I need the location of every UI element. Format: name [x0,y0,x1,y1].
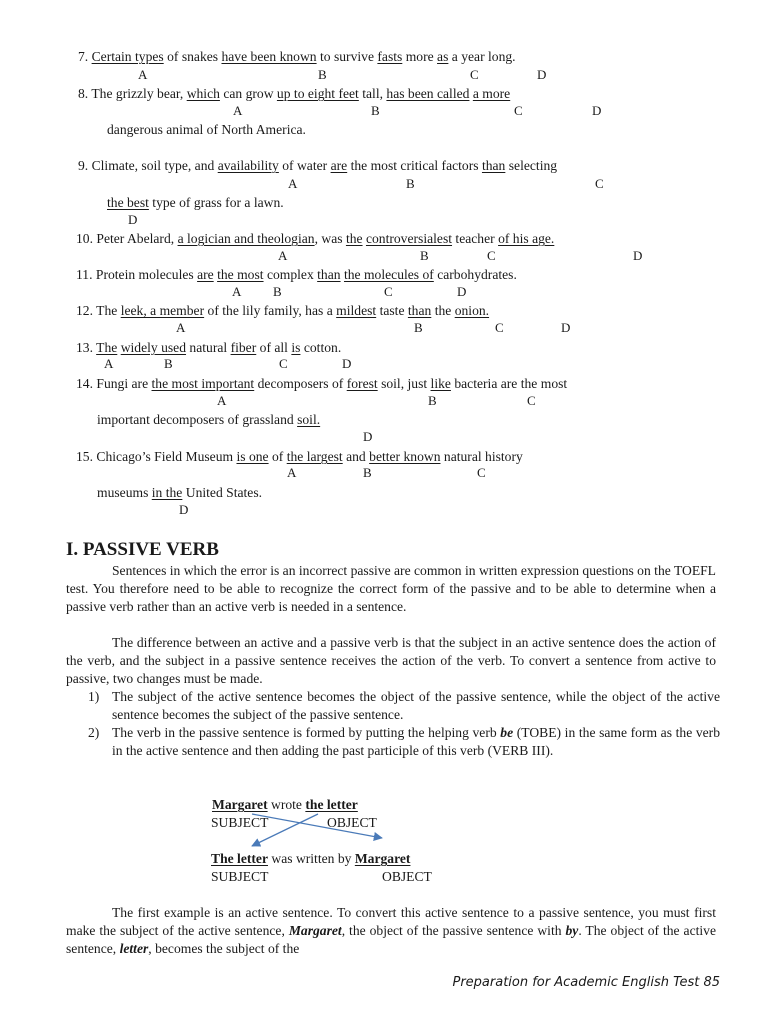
question-text: Protein molecules [95,267,198,282]
question-underlined-option: than [481,158,506,173]
question-text: complex [263,267,318,282]
question-underlined-option: is one [236,449,269,464]
option-letter-b: B [371,103,380,118]
question-text: taste [376,303,408,318]
question-text: , was [314,231,346,246]
question-number: 15. [76,449,97,464]
question-underlined-option: have been known [221,49,317,64]
question-underlined-option: Certain types [91,49,164,64]
question-underlined-option: the largest [286,449,343,464]
question-text: Peter Abelard, [96,231,178,246]
option-letter-c: C [477,465,486,480]
question-underlined-option: availability [217,158,279,173]
passive-label-object: OBJECT [382,869,432,884]
passive-object: Margaret [354,851,411,866]
paragraph-1-text: Sentences in which the error is an incorrect passive are common in written expression questions on the TOEFL test. You therefore need to be able to recognize the correct form of the passive and to be able to determine when a passive verb rather than an active verb is needed in a sentence. [66,563,716,614]
active-label-subject: SUBJECT [211,815,269,830]
paragraph-3-by: by [565,923,579,938]
question-text: type of grass for a lawn. [148,195,284,210]
question-underlined-option: better known [369,449,441,464]
question-underlined-option: soil. [297,412,321,427]
question-15-letter-d: D [179,502,189,517]
option-letter-b: B [406,176,415,191]
option-letter-d: D [592,103,602,118]
question-text: important decomposers of grassland [97,412,298,427]
list-number: 2) [88,725,100,740]
option-letter-a: A [138,67,148,82]
question-underlined-option: the most [217,267,264,282]
option-letter-a: A [288,176,298,191]
question-text: of water [278,158,331,173]
option-letter-c: C [279,356,288,371]
question-text: The [96,303,121,318]
question-text: carbohydrates. [433,267,517,282]
option-letter-c: C [514,103,523,118]
question-text: to survive [316,49,378,64]
question-underlined-option: than [407,303,432,318]
paragraph-3-margaret: Margaret [288,923,342,938]
question-underlined-option: is [291,340,301,355]
question-text: of snakes [163,49,222,64]
question-text: cotton. [300,340,342,355]
question-text: Climate, soil type, and [91,158,218,173]
active-object: the letter [305,797,358,812]
passive-label-subject: SUBJECT [211,869,269,884]
question-underlined-option: than [317,267,341,282]
paragraph-3-e: . The object of the active sentence, [66,923,716,956]
question-text: Chicago’s Field Museum [96,449,237,464]
question-text: can grow [219,86,277,101]
paragraph-3 [66,904,716,958]
list-number: 1) [88,689,100,704]
question-text: United States. [182,485,263,500]
question-underlined-option: a logician and theologian [177,231,315,246]
option-letter-d: D [561,320,571,335]
question-number: 10. [76,231,97,246]
question-underlined-option: the best [107,195,149,210]
section-heading: I. PASSIVE VERB [66,539,219,560]
question-text: museums [97,485,152,500]
question-text: Fungi are [96,376,152,391]
question-underlined-option: The [96,340,118,355]
arrow-subject-to-object [252,814,382,838]
question-text: natural [186,340,231,355]
option-letter-b: B [420,248,429,263]
option-letter-a: A [278,248,288,263]
active-label-object: OBJECT [327,815,377,830]
question-underlined-option: fasts [377,49,403,64]
option-letter-c: C [384,284,393,299]
question-underlined-option: in the [151,485,183,500]
question-number: 7. [78,49,92,64]
question-text: more [402,49,438,64]
arrow-object-to-subject [252,814,318,846]
paragraph-3-letter: letter [119,941,149,956]
question-text: The grizzly bear, [91,86,187,101]
option-letter-a: A [176,320,186,335]
question-underlined-option: the most important [151,376,255,391]
option-letter-c: C [487,248,496,263]
example-passive-sentence [211,850,410,868]
option-letter-a: A [217,393,227,408]
question-underlined-option: up to eight feet [276,86,359,101]
question-text: a year long. [448,49,516,64]
question-underlined-option: of his age. [498,231,555,246]
paragraph-3-g: , becomes the subject of the [148,941,300,956]
question-number: 11. [76,267,96,282]
question-underlined-option: has been called [386,86,470,101]
question-text: soil, just [377,376,431,391]
question-underlined-option: are [330,158,348,173]
question-underlined-option: mildest [336,303,377,318]
question-text: teacher [452,231,499,246]
question-text: and [342,449,370,464]
option-letter-b: B [273,284,282,299]
question-underlined-option: like [430,376,451,391]
passive-verb: was written by [268,851,355,866]
question-underlined-option: fiber [230,340,257,355]
question-8-continuation: dangerous animal of North America. [107,122,306,137]
question-text: of [268,449,287,464]
option-letter-a: A [104,356,114,371]
active-subject: Margaret [212,797,268,812]
question-text: the most critical factors [347,158,482,173]
question-underlined-option: the [345,231,363,246]
question-text: selecting [505,158,558,173]
question-underlined-option: a more [472,86,511,101]
option-letter-b: B [318,67,327,82]
question-underlined-option: onion. [454,303,490,318]
question-underlined-option: leek, a member [120,303,205,318]
option-letter-a: A [233,103,243,118]
option-letter-c: C [495,320,504,335]
option-letter-d: D [537,67,547,82]
paragraph-3-c: , the object of the passive sentence with [341,923,566,938]
paragraph-2-text: The difference between an active and a passive verb is that the subject in an active sentence does the action of the verb, and the subject in a passive sentence receives the action of the verb. To convert a sentence from active to passive, two changes must be made. [66,635,716,686]
question-underlined-option: forest [346,376,378,391]
question-text: of the lily family, has a [204,303,337,318]
list-item-text-post: (TOBE) in the same form as the verb in the active sentence and then adding the past participle of this verb (VERB III). [112,725,721,758]
question-number: 8. [78,86,92,101]
question-underlined-option: are [197,267,214,282]
list-item-text: The subject of the active sentence becomes the object of the passive sentence, while the object of the active sentence becomes the subject of the passive sentence. [112,689,720,722]
question-number: 14. [76,376,97,391]
question-9-letter-d: D [128,212,138,227]
question-underlined-option: widely used [120,340,187,355]
question-text: tall, [358,86,387,101]
option-letter-a: A [287,465,297,480]
option-letter-b: B [164,356,173,371]
paragraph-3-a: The first example is an active sentence. To convert this active sentence to a passive sentence, you must first make the subject of the active sentence, [66,905,716,938]
option-letter-a: A [232,284,242,299]
question-text: bacteria are the most [450,376,568,391]
question-text: natural history [440,449,523,464]
option-letter-d: D [633,248,643,263]
question-text: the [431,303,455,318]
option-letter-c: C [527,393,536,408]
question-underlined-option: which [186,86,220,101]
option-letter-b: B [363,465,372,480]
question-14-letter-d: D [363,429,373,444]
question-underlined-option: the molecules of [343,267,434,282]
option-letter-c: C [595,176,604,191]
page-footer: Preparation for Academic English Test 85 [452,975,720,990]
question-number: 9. [78,158,92,173]
question-text: of all [256,340,292,355]
question-underlined-option: controversialest [365,231,453,246]
question-underlined-option: as [437,49,449,64]
passive-subject: The letter [211,851,268,866]
option-letter-b: B [428,393,437,408]
option-letter-d: D [342,356,352,371]
active-verb: wrote [267,797,306,812]
option-letter-c: C [470,67,479,82]
question-text: decomposers of [254,376,347,391]
question-number: 13. [76,340,97,355]
question-number: 12. [76,303,97,318]
list-item-bold-be: be [500,725,514,740]
option-letter-b: B [414,320,423,335]
list-item-text-pre: The verb in the passive sentence is formed by putting the helping verb [112,725,501,740]
option-letter-d: D [457,284,467,299]
